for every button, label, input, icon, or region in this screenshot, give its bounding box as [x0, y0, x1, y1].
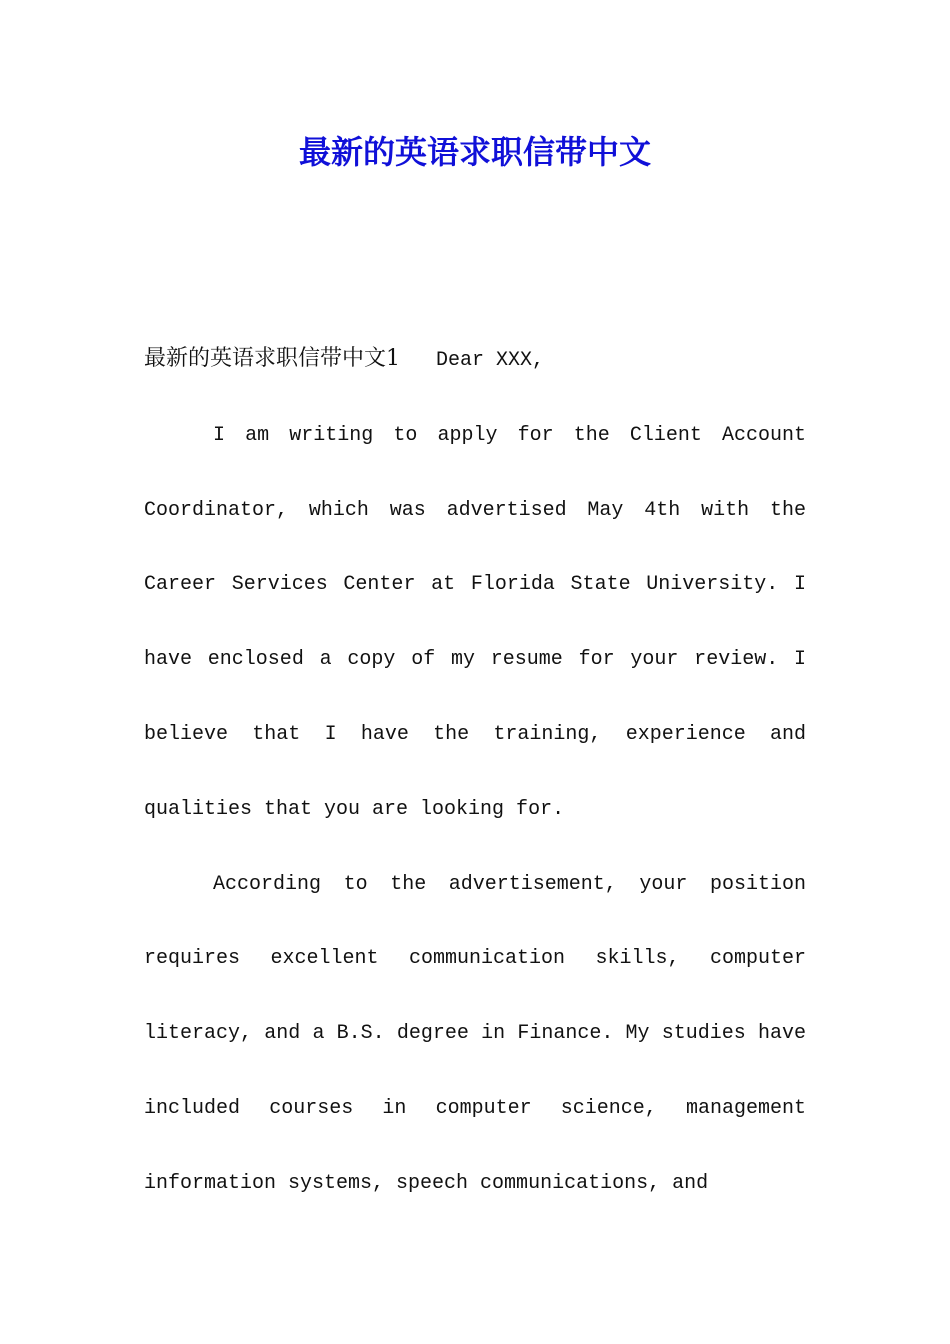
document-title: 最新的英语求职信带中文 — [298, 133, 651, 171]
section-heading: 最新的英语求职信带中文1 — [144, 346, 400, 371]
paragraph-2: According to the advertisement, your position requires excellent communication skills, computer literacy, and a B.S. degree in Finance. My studies have included courses in computer science, management information systems, speech communications, and — [144, 872, 806, 1195]
paragraph-1: I am writing to apply for the Client Account Coordinator, which was advertised May 4th with the Career Services Center at Florida State University. I have enclosed a copy of my resume for your review. I believe that I have the training, experience and qualities that you are looking for. — [144, 423, 806, 821]
section-heading-line — [144, 322, 806, 399]
document-body — [144, 322, 806, 1222]
salutation: Dear XXX, — [436, 349, 545, 372]
